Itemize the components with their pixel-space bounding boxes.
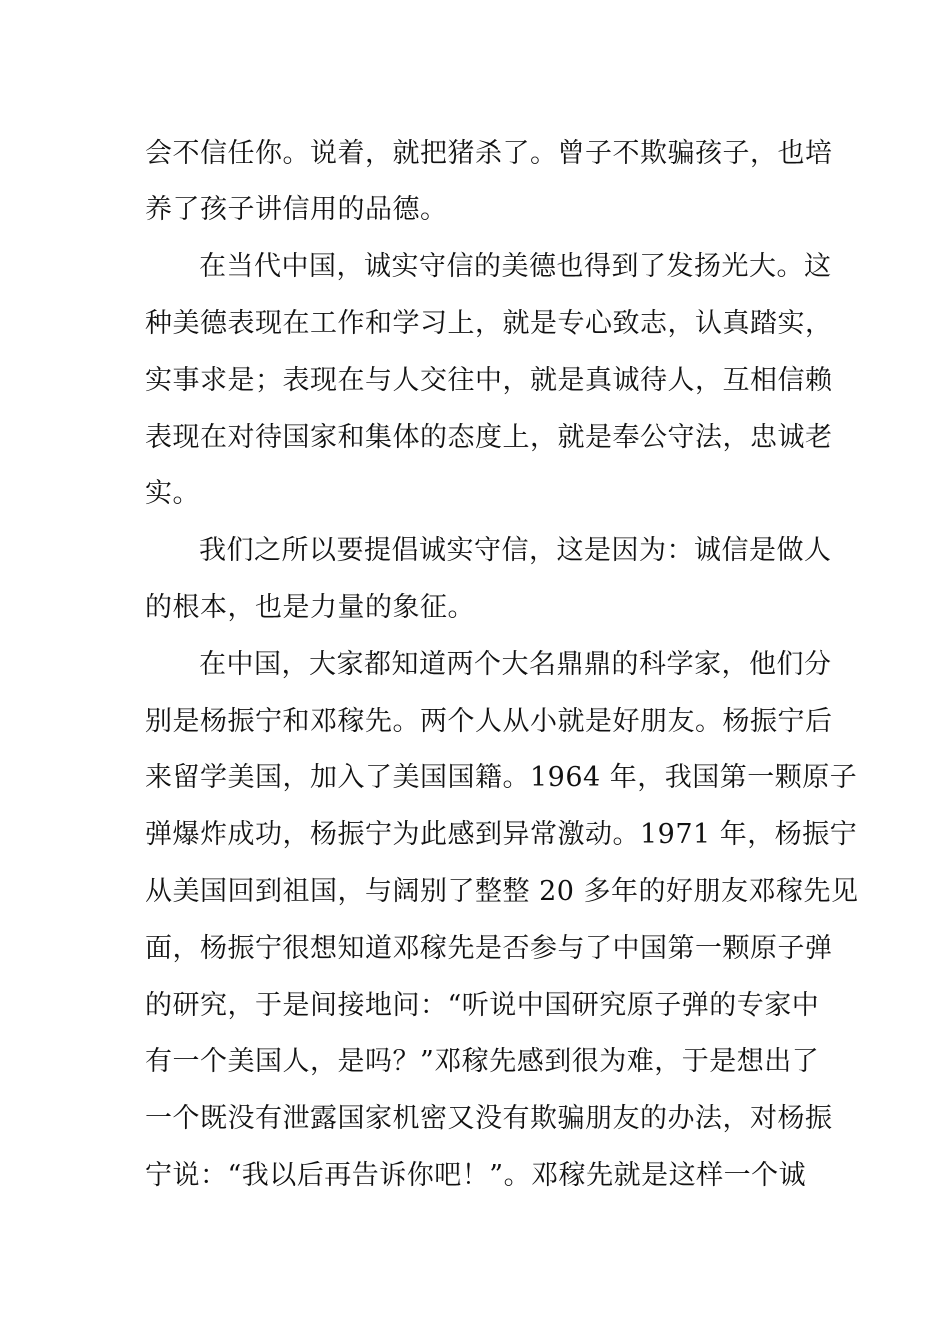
text-line: 弹爆炸成功，杨振宁为此感到异常激动。1971 年，杨振宁 <box>145 819 858 850</box>
text-line: 种美德表现在工作和学习上，就是专心致志，认真踏实， <box>145 308 833 339</box>
text-line: 宁说：“我以后再告诉你吧！”。邓稼先就是这样一个诚 <box>145 1160 807 1191</box>
paragraph-start: 在当代中国，诚实守信的美德也得到了发扬光大。这 <box>199 251 832 282</box>
text-line: 一个既没有泄露国家机密又没有欺骗朋友的办法，对杨振 <box>145 1103 833 1134</box>
paragraph-start: 我们之所以要提倡诚实守信，这是因为：诚信是做人 <box>199 535 832 566</box>
text-line: 的研究，于是间接地问：“听说中国研究原子弹的专家中 <box>145 990 820 1021</box>
paragraph-start: 在中国，大家都知道两个大名鼎鼎的科学家，他们分 <box>199 649 832 680</box>
text-line: 养了孩子讲信用的品德。 <box>145 194 448 225</box>
text-line: 的根本，也是力量的象征。 <box>145 592 475 623</box>
text-line: 面，杨振宁很想知道邓稼先是否参与了中国第一颗原子弹 <box>145 933 833 964</box>
text-line: 有一个美国人，是吗？”邓稼先感到很为难，于是想出了 <box>145 1046 820 1077</box>
text-line: 从美国回到祖国，与阔别了整整 20 多年的好朋友邓稼先见 <box>145 876 859 907</box>
text-line: 别是杨振宁和邓稼先。两个人从小就是好朋友。杨振宁后 <box>145 706 833 737</box>
text-line: 实。 <box>145 478 200 509</box>
text-line: 表现在对待国家和集体的态度上，就是奉公守法，忠诚老 <box>145 422 833 453</box>
text-line: 实事求是；表现在与人交往中，就是真诚待人，互相信赖 <box>145 365 833 396</box>
text-line: 来留学美国，加入了美国国籍。1964 年，我国第一颗原子 <box>145 762 858 793</box>
text-line: 会不信任你。说着，就把猪杀了。曾子不欺骗孩子，也培 <box>145 138 833 169</box>
